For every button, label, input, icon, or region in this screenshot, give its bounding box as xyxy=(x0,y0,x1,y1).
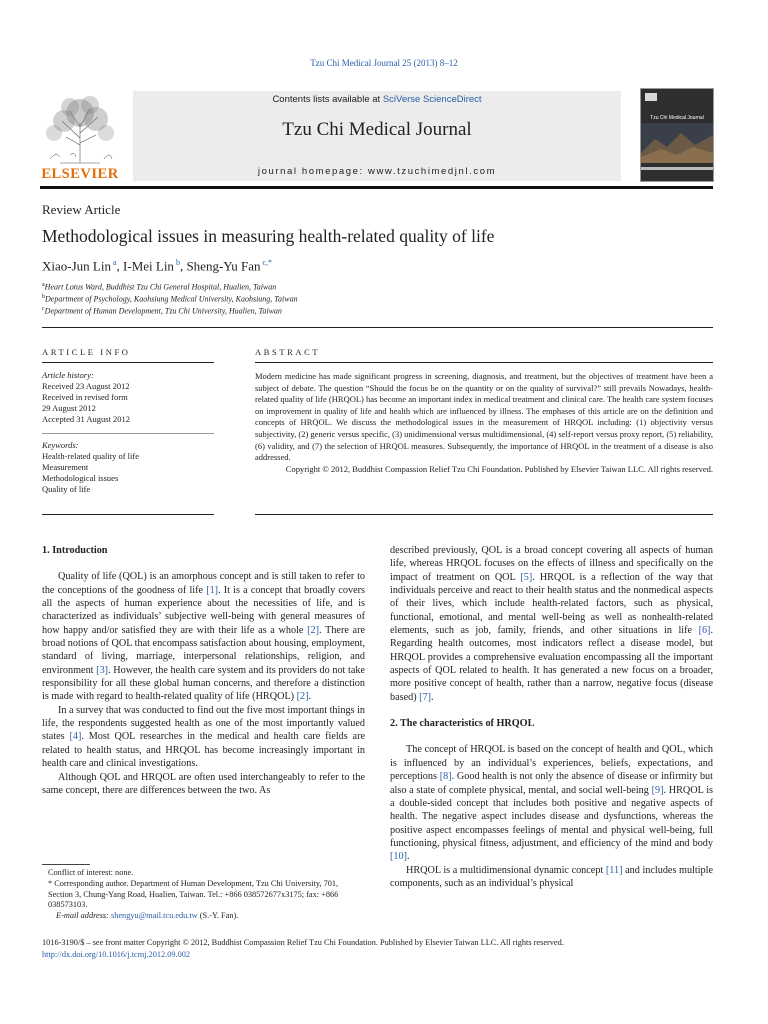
body-column-right xyxy=(390,544,713,890)
citation-link[interactable]: [10] xyxy=(390,851,407,863)
history-label: Article history: xyxy=(42,370,94,380)
elsevier-tree-logo xyxy=(40,93,120,165)
abstract-copyright: Copyright © 2012, Buddhist Compassion Relief Tzu Chi Foundation. Published by Elsevier Taiwan LLC. All rights reserved. xyxy=(285,463,713,474)
contents-line xyxy=(133,94,621,105)
affiliation: $^a$Heart Lotus Ward, Buddhist Tzu Chi General Hospital, Hualien, Taiwan xyxy=(42,282,277,292)
citation-link[interactable]: [2] xyxy=(296,691,309,703)
contents-prefix: Contents lists available at xyxy=(272,94,383,105)
keywords-rule xyxy=(42,433,214,434)
author-affil-marker[interactable]: a xyxy=(112,258,117,267)
author-affil-marker[interactable]: c,* xyxy=(262,258,273,267)
paragraph: In a survey that was conducted to find out the five most important things in life, the respondents suggested health as one of the most importantly valued states [4]. Most QOL researches in the medical and health care fields are related to health status, and HRQOL has become increasingly important in health care and clinical investigations. xyxy=(42,704,365,770)
journal-citation[interactable]: Tzu Chi Medical Journal 25 (2013) 8–12 xyxy=(310,58,458,68)
citation-link[interactable]: [8] xyxy=(439,771,452,783)
affiliation: $^c$Department of Human Development, Tzu Chi University, Hualien, Taiwan xyxy=(42,306,282,316)
journal-cover-image xyxy=(640,88,714,182)
citation-link[interactable]: [5] xyxy=(520,571,533,583)
elsevier-logo: ELSEVIER xyxy=(41,166,119,182)
history-item: Received in revised form xyxy=(42,392,128,402)
citation-link[interactable]: [9] xyxy=(651,784,664,796)
citation-link[interactable]: [11] xyxy=(605,864,623,876)
conflict-note: Conflict of interest: none. xyxy=(48,868,134,877)
journal-title: Tzu Chi Medical Journal xyxy=(282,119,472,140)
author-affil-marker[interactable]: b xyxy=(175,258,180,267)
body-column-left xyxy=(42,544,365,797)
citation-link[interactable]: [1] xyxy=(206,584,219,596)
abstract-heading: ABSTRACT xyxy=(255,347,321,357)
keyword[interactable]: Methodological issues xyxy=(42,473,119,483)
author-list: Xiao-Jun Lin $^a$, I-Mei Lin $^b$, Sheng-Yu Fan $^{c,*}$ xyxy=(42,258,273,274)
article-type: Review Article xyxy=(42,202,121,217)
keyword[interactable]: Quality of life xyxy=(42,484,91,494)
history-item: 29 August 2012 xyxy=(42,403,96,413)
citation-link[interactable]: [6] xyxy=(698,625,711,637)
abstract-bottom-rule xyxy=(255,514,713,515)
paragraph: Quality of life (QOL) is an amorphous concept and is still taken to refer to the conceptions of the goodness of life [1]. It is a concept that broadly covers all the aspects of human experience about the necessities of life, and is characterized as individuals’ subjective well-being with general measures of how happy and/or satisfied they are with their life as a whole [2]. There are broad notions of QOL that encompass satisfaction about housing, employment, standard of living, marriage, interpersonal relationships, religion, and environment [3]. However, the health care system and its providers do not take responsibility for all these global human concerns, and therefore a distinction is made with regard to health-related quality of life (HRQOL) [2]. xyxy=(42,571,365,703)
affiliation: $^b$Department of Psychology, Kaohsiung Medical University, Kaohsiung, Taiwan xyxy=(42,294,298,304)
article-info-rule xyxy=(42,362,214,363)
author-name[interactable]: I-Mei Lin xyxy=(123,258,174,274)
footnotes xyxy=(42,868,365,922)
section-heading: 1. Introduction xyxy=(42,545,108,556)
paragraph: HRQOL is a multidimensional dynamic concept [11] and includes multiple components, such as an individual’s physical xyxy=(390,864,713,889)
article-title: Methodological issues in measuring health-related quality of life xyxy=(42,226,495,246)
keywords-label: Keywords: xyxy=(42,440,79,450)
footnote-rule xyxy=(42,864,90,865)
corresponding-note: * Corresponding author. Department of Human Development, Tzu Chi University, 701, Section 3, Chung-Yang Road, Hualien, Taiwan. Tel.: +866 038572677x3175; fax: +866 038573103. xyxy=(48,878,339,910)
title-rule xyxy=(42,327,713,328)
cover-title: Tzu Chi Medical Journal xyxy=(650,115,704,121)
paragraph: The concept of HRQOL is based on the concept of health and QOL, which is influenced by an individual’s experiences, beliefs, expectations, and perceptions [8]. Good health is not only the absence of disease or infirmity but also a state of complete physical, mental, and social well-being [9]. HRQOL is a double-sided concept that includes both positive and negative aspects of health. The negative aspect includes disease and dysfunctions, whereas the positive aspect encompasses feelings of mental and physical well-being, full functioning, physical fitness, adjustment, and efficiency of the mind and body [10]. xyxy=(390,744,713,863)
article-info-heading: ARTICLE INFO xyxy=(42,347,131,357)
citation-link[interactable]: [4] xyxy=(69,731,82,743)
abstract-body xyxy=(255,371,713,475)
abstract-text: Modern medicine has made significant progress in screening, diagnosis, and treatment, but the objectives of treatment have been a subject of debate. The question “Should the focus be on the quantity or on the quality of survival?” still prevails Nowadays, health-related quality of life (HRQOL) has become an important index in medical treatment and clinical care. The health care system focuses on improvement in quality of life and health which are influenced by illness. The emphases of this article are on the definition and concepts of HRQOL. We discuss the methodological issues in the measurement of HRQOL including: (1) objectivity versus subjectivity, (2) generic versus specific, (3) unidimensional versus multidimensional, (4) self-report versus proxy report, (5) reliability, (6) validity, and (7) the selection of HRQOL measures. Subsequently, the importance of HRQOL in the treatment of a disease is also addressed. xyxy=(255,371,713,463)
doi-link[interactable]: http://dx.doi.org/10.1016/j.tcmj.2012.09.002 xyxy=(42,950,191,959)
paragraph: described previously, QOL is a broad concept covering all aspects of human life, whereas HRQOL focuses on the effects of illness and specifically on the impact of treatment on QOL [5]. HRQOL is a reflection of the way that individuals perceive and react to their health status and the nonmedical aspects of their lives, which include health-related factors, such as physical, functional, emotional, and mental well-being as well as nonhealth-related elements, such as job, family, friends, and other situations in life [6]. Regarding health outcomes, most indicators reflect a disease model, but HRQOL provides a comprehensive evaluation encompassing all the important aspects of QOL related to health. It has generated a new focus on a broader, more positive concept of health, rather than a narrow, negative focus (disease based) [7]. xyxy=(390,545,713,703)
citation-link[interactable]: [2] xyxy=(307,624,320,636)
author-name[interactable]: Sheng-Yu Fan xyxy=(186,258,261,274)
history-item: Accepted 31 August 2012 xyxy=(42,414,131,424)
email-note: E-mail address: shengyu@mail.tcu.edu.tw (S.-Y. Fan). xyxy=(56,911,239,921)
paragraph: Although QOL and HRQOL are often used interchangeably to refer to the same concept, there are differences between the two. As xyxy=(42,771,365,796)
keyword[interactable]: Health-related quality of life xyxy=(42,451,139,461)
section-heading: 2. The characteristics of HRQOL xyxy=(390,718,535,730)
citation-link[interactable]: [7] xyxy=(419,691,432,703)
issn-line: 1016-3190/$ – see front matter Copyright © 2012, Buddhist Compassion Relief Tzu Chi Foundation. Published by Elsevier Taiwan LLC. All rights reserved. xyxy=(42,938,564,947)
citation-link[interactable]: [3] xyxy=(96,664,109,676)
page-footer xyxy=(42,937,713,961)
sciencedirect-link[interactable]: SciVerse ScienceDirect xyxy=(382,94,482,105)
abstract-rule xyxy=(255,362,713,363)
keyword[interactable]: Measurement xyxy=(42,462,89,472)
journal-homepage[interactable]: journal homepage: www.tzuchimedjnl.com xyxy=(257,166,497,177)
history-item: Received 23 August 2012 xyxy=(42,381,130,391)
author-name[interactable]: Xiao-Jun Lin xyxy=(42,258,111,274)
email-link[interactable]: shengyu@mail.tcu.edu.tw xyxy=(111,911,198,921)
article-info-bottom-rule xyxy=(42,514,214,515)
header-rule xyxy=(40,186,713,189)
